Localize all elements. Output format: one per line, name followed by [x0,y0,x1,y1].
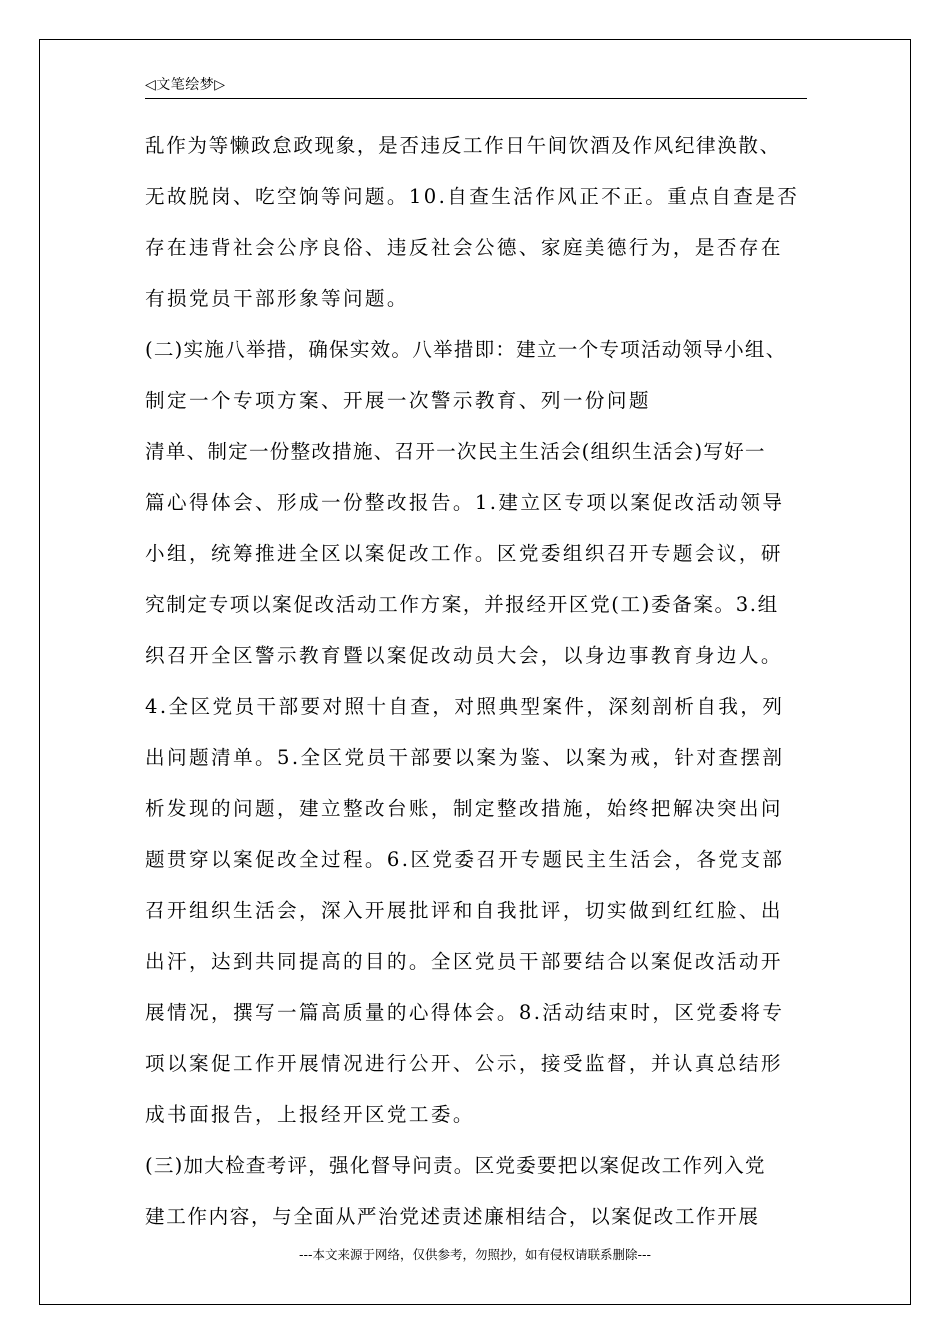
header-title: ◁文笔绘梦▷ [145,77,226,93]
body-line: 无故脱岗、吃空饷等问题。10.自查生活作风正不正。重点自查是否 [145,185,800,208]
body-line: 织召开全区警示教育暨以案促改动员大会，以身边事教育身边人。 [145,644,783,667]
body-line: 小组，统筹推进全区以案促改工作。区党委组织召开专题会议，研 [145,542,783,565]
document-body [145,128,817,1250]
body-line: 存在违背社会公序良俗、违反社会公德、家庭美德行为，是否存在 [145,236,783,259]
body-line: 召开组织生活会，深入开展批评和自我批评，切实做到红红脸、出 [145,899,783,922]
body-line: (二)实施八举措，确保实效。八举措即：建立一个专项活动领导小组、 [145,338,787,361]
page-footer: ---本文来源于网络，仅供参考，勿照抄，如有侵权请联系删除--- [298,1247,652,1262]
body-line: 展情况，撰写一篇高质量的心得体会。8.活动结束时，区党委将专 [145,1001,785,1024]
page-header [145,74,807,99]
body-line: 4.全区党员干部要对照十自查，对照典型案件，深刻剖析自我，列 [145,695,785,718]
body-line: 出汗，达到共同提高的目的。全区党员干部要结合以案促改活动开 [145,950,783,973]
body-line: 析发现的问题，建立整改台账，制定整改措施，始终把解决突出问 [145,797,783,820]
body-line: 篇心得体会、形成一份整改报告。1.建立区专项以案促改活动领导 [145,491,785,514]
body-line: 建工作内容，与全面从严治党述责述廉相结合，以案促改工作开展 [145,1205,760,1228]
body-line: 清单、制定一份整改措施、召开一次民主生活会(组织生活会)写好一 [145,440,766,463]
body-line: 制定一个专项方案、开展一次警示教育、列一份问题 [145,389,651,412]
body-line: 项以案促工作开展情况进行公开、公示，接受监督，并认真总结形 [145,1052,783,1075]
body-line: (三)加大检查考评，强化督导问责。区党委要把以案促改工作列入党 [145,1154,766,1177]
body-line: 题贯穿以案促改全过程。6.区党委召开专题民主生活会，各党支部 [145,848,785,871]
body-line: 有损党员干部形象等问题。 [145,287,409,310]
body-line: 究制定专项以案促改活动工作方案，并报经开区党(工)委备案。3.组 [145,593,779,616]
body-line: 出问题清单。5.全区党员干部要以案为鉴、以案为戒，针对查摆剖 [145,746,785,769]
body-line: 乱作为等懒政怠政现象，是否违反工作日午间饮酒及作风纪律涣散、 [145,134,781,157]
body-line: 成书面报告，上报经开区党工委。 [145,1103,475,1126]
